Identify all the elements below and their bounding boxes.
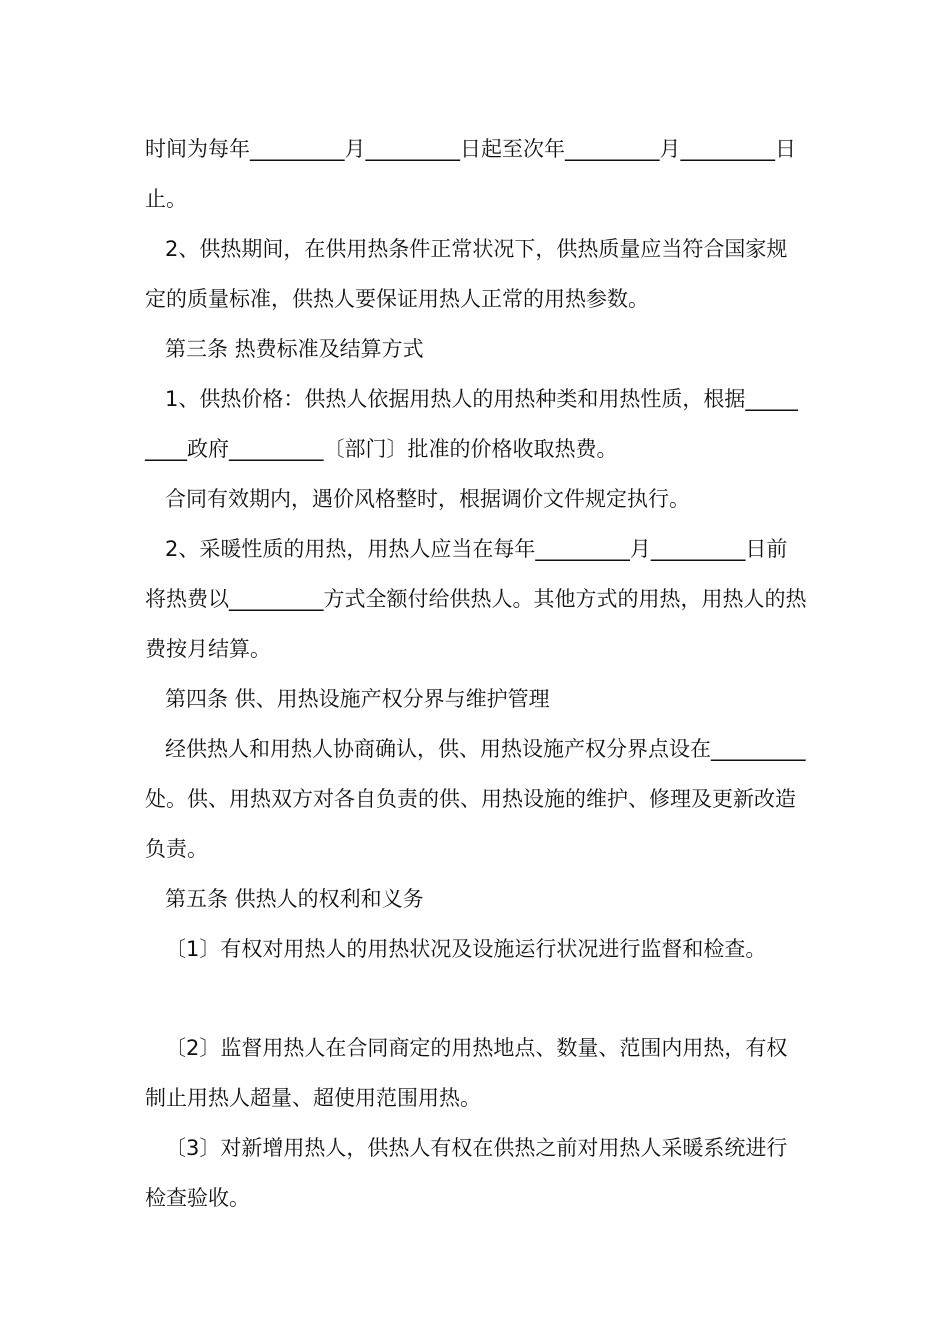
document-page (145, 124, 807, 1223)
blank-line (145, 974, 807, 1023)
clause-2-supervision: 〔2〕监督用热人在合同商定的用热地点、数量、范围内用热，有权制止用热人超量、超使用范围用热。 (145, 1036, 788, 1110)
clause-1-inspection: 〔1〕有权对用热人的用热状况及设施运行状况进行监督和检查。 (165, 937, 767, 961)
article-3-heading: 第三条 热费标准及结算方式 (165, 337, 424, 361)
paragraph-time-period: 时间为每年_________月_________日起至次年_________月_________日止。 (145, 137, 796, 211)
clause-3-acceptance: 〔3〕对新增用热人，供热人有权在供热之前对用热人采暖系统进行检查验收。 (145, 1136, 788, 1210)
paragraph-price-adjustment: 合同有效期内，遇价风格整时，根据调价文件规定执行。 (165, 487, 690, 511)
article-5-heading: 第五条 供热人的权利和义务 (165, 887, 424, 911)
paragraph-heating-price: 1、供热价格：供热人依据用热人的用热种类和用热性质，根据_________政府_________〔部门〕批准的价格收取热费。 (145, 387, 798, 461)
paragraph-payment-terms: 2、采暖性质的用热，用热人应当在每年_________月_________日前将热费以_________方式全额付给供热人。其他方式的用热，用热人的热费按月结算。 (145, 537, 807, 661)
paragraph-heating-quality: 2、供热期间，在供用热条件正常状况下，供热质量应当符合国家规定的质量标准，供热人要保证用热人正常的用热参数。 (145, 237, 788, 311)
article-4-heading: 第四条 供、用热设施产权分界与维护管理 (165, 687, 550, 711)
paragraph-property-boundary: 经供热人和用热人协商确认，供、用热设施产权分界点设在_________处。供、用热双方对各自负责的供、用热设施的维护、修理及更新改造负责。 (145, 737, 806, 861)
